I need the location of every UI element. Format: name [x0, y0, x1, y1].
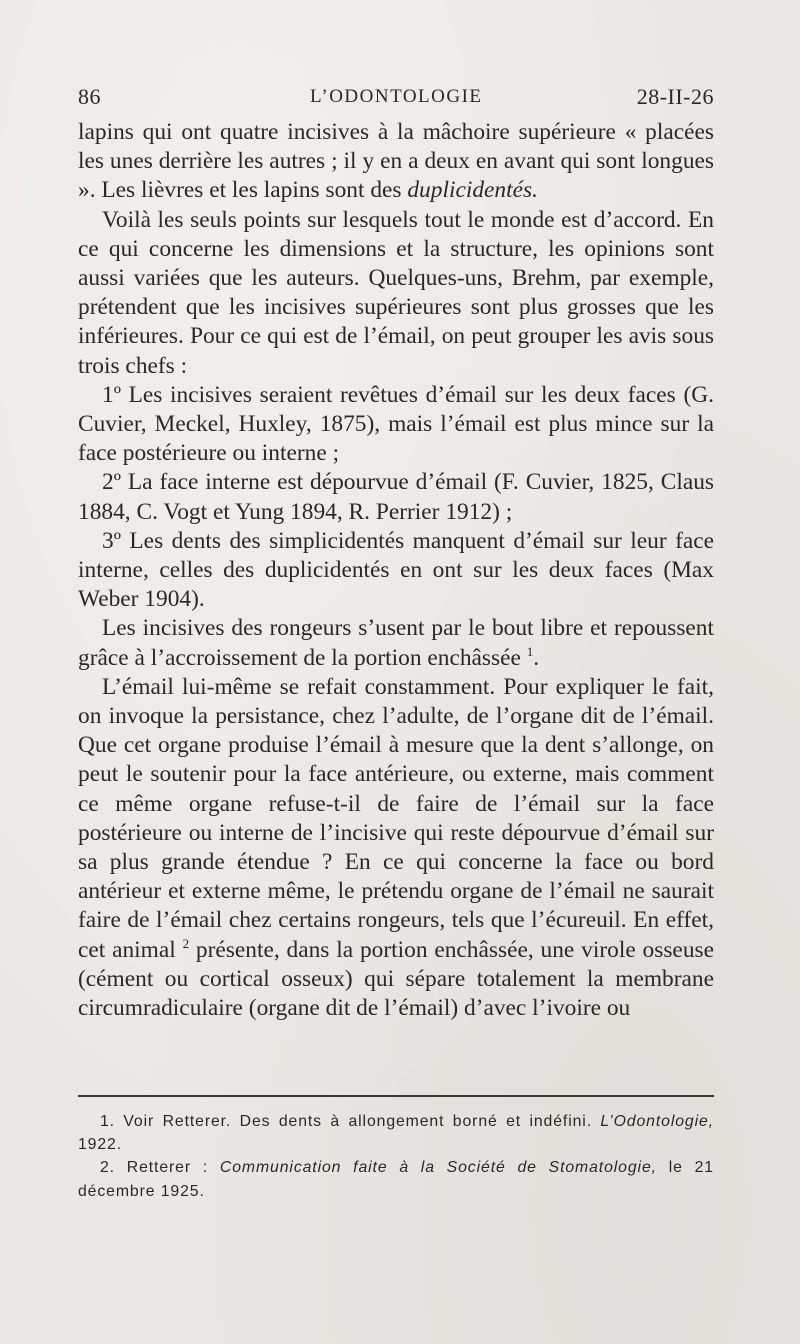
text-span: 2. Retterer : [100, 1159, 220, 1177]
footnote-2 [78, 1156, 714, 1202]
paragraph: 2º La face interne est dépourvue d’émail (F. Cuvier, 1825, Claus 1884, C. Vogt et Yung 1894, R. Perrier 1912) ; [78, 469, 714, 525]
footnote-1 [78, 1110, 714, 1156]
issue-date: 28-II-26 [636, 84, 714, 109]
text-span: le 21 décembre 1925. [78, 1159, 714, 1200]
italic-term: duplicidentés. [407, 177, 538, 204]
paragraph [78, 673, 714, 1023]
text-span: 1. Voir Retterer. Des dents à allongement borné et indéfini. [100, 1113, 601, 1130]
page-number: 86 [78, 84, 101, 109]
running-header [78, 84, 714, 114]
italic-title: Communication faite à la Société de Stomatologie, [219, 1159, 657, 1177]
footnote-ref-2[interactable]: 2 [182, 935, 190, 951]
footnote-ref-1[interactable]: 1 [526, 643, 534, 659]
paragraph: 1º Les incisives seraient revêtues d’émail sur les deux faces (G. Cuvier, Meckel, Huxley, 1875), mais l’émail est plus mince sur la face postérieure ou interne ; [78, 381, 714, 467]
text-span: . [533, 644, 540, 671]
text-span: lapins qui ont quatre incisives à la mâchoire supérieure « placées les unes derrière les autres ; il y en a deux en avant qui sont longues ». Les lièvres et les lapins sont des [78, 119, 714, 204]
footnotes [78, 1110, 714, 1203]
paragraph: 3º Les dents des simplicidentés manquent d’émail sur leur face interne, celles des duplicidentés en ont sur les deux faces (Max Weber 1904). [78, 527, 714, 613]
text-span: 1922. [78, 1136, 123, 1154]
footnote-divider [78, 1095, 714, 1097]
text-span: L’émail lui-même se refait constamment. Pour expliquer le fait, on invoque la persistance, chez l’adulte, de l’organe dit de l’émail. Que cet organe produise l’émail à mesure que la dent s’allonge, on peut le soutenir pour la face antérieure, ou externe, mais comment ce même organe refuse-t-il de faire de l’émail sur la face postérieure ou interne de l’incisive qui reste dépourvue d’émail sur sa plus grande étendue ? En ce qui concerne la face ou bord antérieur et externe même, le prétendu organe de l’émail ne saurait faire de l’émail chez certains rongeurs, tels que l’écureuil. En effet, cet animal [78, 673, 714, 963]
journal-title: L’ODONTOLOGIE [310, 86, 483, 107]
main-text [78, 118, 714, 1023]
text-span: Les incisives des rongeurs s’usent par le bout libre et repoussent grâce à l’accroissement de la portion enchâssée [78, 615, 714, 671]
paragraph [78, 118, 714, 206]
italic-title: L’Odontologie, [600, 1113, 714, 1130]
text-span: présente, dans la portion enchâssée, une virole osseuse (cément ou cortical osseux) qui sépare totalement la membrane circumradiculaire (organe dit de l’émail) d’avec l’ivoire ou [78, 936, 714, 1022]
paragraph: Voilà les seuls points sur lesquels tout le monde est d’accord. En ce qui concerne les dimensions et la structure, les opinions sont aussi variées que les auteurs. Quelques-uns, Brehm, par exemple, prétendent que les incisives supérieures sont plus grosses que les inférieures. Pour ce qui est de l’émail, on peut grouper les avis sous trois chefs : [78, 206, 714, 379]
paragraph [78, 614, 714, 672]
